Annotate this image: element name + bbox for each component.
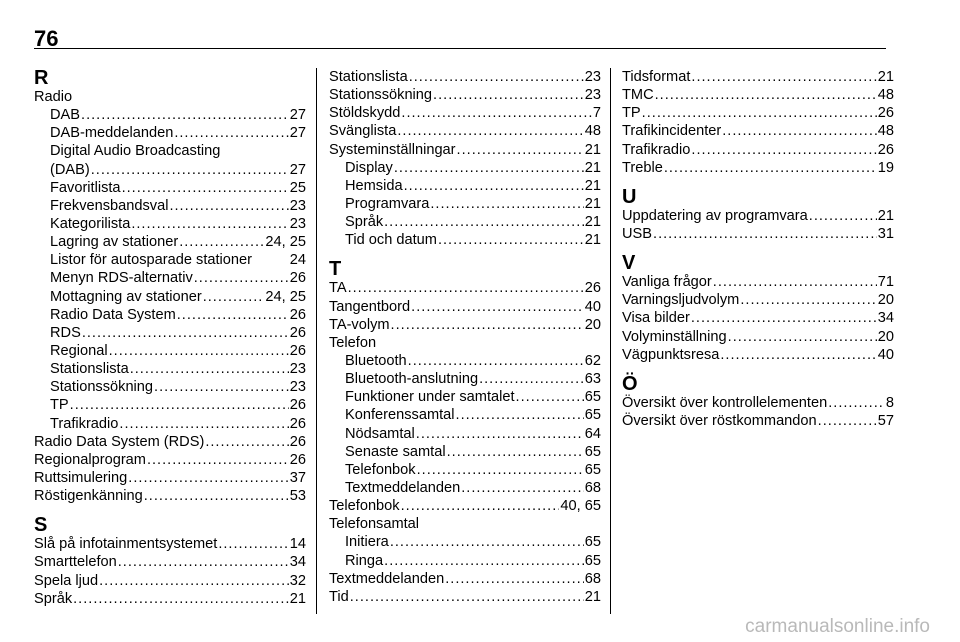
index-entry-leader (411, 298, 584, 316)
index-entry-text: Språk (34, 590, 73, 607)
index-entry (329, 231, 601, 249)
index-entry-page: 68 (584, 479, 601, 496)
index-entry-leader (177, 306, 289, 324)
index-entry (329, 122, 601, 140)
index-entry-leader (438, 231, 584, 249)
index-entry (34, 106, 306, 124)
index-entry-text: Textmeddelanden (345, 479, 461, 496)
index-entry-leader (147, 451, 289, 469)
index-entry (34, 179, 306, 197)
index-entry-page: 34 (877, 310, 894, 327)
index-entry (622, 309, 894, 327)
index-entry-page: 20 (877, 292, 894, 309)
index-entry-leader (130, 360, 289, 378)
index-entry-leader (430, 195, 583, 213)
index-entry-leader (144, 487, 289, 505)
index-entry-text: Regional (50, 342, 108, 359)
index-entry-leader (479, 370, 584, 388)
index-entry-text: Svänglista (329, 123, 397, 140)
index-entry-page: 14 (289, 536, 306, 553)
index-entry (622, 394, 894, 412)
index-entry-leader (348, 279, 584, 297)
index-entry-text: Initiera (345, 534, 389, 551)
index-entry-text: Radio Data System (50, 306, 176, 323)
index-entry-page: 20 (584, 316, 601, 333)
index-entry-page: 62 (584, 352, 601, 369)
index-entry-leader (169, 197, 288, 215)
index-entry-leader (713, 273, 877, 291)
index-entry-leader (417, 461, 584, 479)
index-entry-page: 40 (584, 298, 601, 315)
index-entry-text: Mottagning av stationer (50, 288, 202, 305)
index-entry-text: Kategorilista (50, 215, 131, 232)
index-entry-leader (154, 378, 289, 396)
index-entry-leader (445, 570, 584, 588)
index-entry-leader (447, 443, 584, 461)
index-entry-text: RDS (50, 324, 81, 341)
index-entry (329, 515, 601, 533)
index-entry-page: 24, 25 (265, 234, 306, 251)
index-entry-text: Översikt över röstkommandon (622, 412, 817, 429)
index-entry-page: 24, 25 (265, 288, 306, 305)
index-entry (329, 279, 601, 297)
index-entry-text: Menyn RDS-alternativ (50, 270, 193, 287)
index-entry (34, 433, 306, 451)
index-entry-text: TP (622, 105, 641, 122)
index-entry (329, 104, 601, 122)
index-entry-text: Telefonbok (329, 498, 400, 515)
index-entry-leader (70, 396, 289, 414)
index-entry-leader (131, 215, 288, 233)
index-entry-leader (384, 213, 584, 231)
index-entry-leader (118, 553, 289, 571)
index-entry-leader (653, 225, 877, 243)
index-entry (622, 346, 894, 364)
index-entry (329, 552, 601, 570)
index-entry-page: 65 (584, 552, 601, 569)
index-letter-heading: V (622, 252, 636, 275)
index-entry-text: Radio (34, 89, 73, 105)
index-entry (34, 306, 306, 324)
index-entry-text: Tid (329, 588, 349, 605)
index-entry-leader (82, 324, 289, 342)
index-entry-text: Telefon (329, 334, 377, 351)
index-entry-text: Telefonbok (345, 461, 416, 478)
index-column-3 (622, 68, 894, 430)
index-entry-page: 21 (877, 69, 894, 85)
index-entry-leader (691, 141, 876, 159)
index-entry-leader (691, 68, 876, 86)
index-entry-page: 26 (877, 141, 894, 158)
index-entry-text: DAB-meddelanden (50, 125, 174, 142)
index-entry-leader (655, 86, 877, 104)
index-entry-text: Volyminställning (622, 328, 727, 345)
index-entry-page: 26 (289, 451, 306, 468)
index-entry-page: 40, 65 (560, 498, 601, 515)
index-entry (622, 104, 894, 122)
index-entry-page: 27 (289, 161, 306, 178)
header-rule (34, 48, 886, 49)
index-column-1 (34, 68, 306, 608)
index-entry-leader (122, 179, 289, 197)
index-entry-page: 23 (289, 361, 306, 378)
index-entry-text: Digital Audio Broadcasting (50, 143, 221, 160)
index-entry-text: TA (329, 280, 347, 297)
index-entry-page: 26 (877, 105, 894, 122)
index-entry-leader (128, 469, 288, 487)
index-entry (329, 86, 601, 104)
index-entry-text: Spela ljud (34, 572, 99, 589)
index-entry-text: Stationssökning (329, 87, 433, 104)
index-entry-leader (218, 535, 288, 553)
index-entry-text: Vanliga frågor (622, 274, 712, 291)
index-entry-page: 31 (877, 225, 894, 242)
index-entry-page: 65 (584, 407, 601, 424)
index-entry (329, 141, 601, 159)
index-entry-leader (433, 86, 584, 104)
index-entry (34, 342, 306, 360)
index-entry (329, 159, 601, 177)
index-entry-page: 23 (584, 69, 601, 85)
index-entry-page: 8 (885, 394, 894, 411)
index-entry-text: Trafikincidenter (622, 123, 722, 140)
index-entry (329, 588, 601, 606)
index-entry (329, 461, 601, 479)
index-entry-text: Ruttsimulering (34, 469, 128, 486)
index-entry-page: 23 (289, 379, 306, 396)
index-entry (34, 288, 306, 306)
index-entry-leader (91, 161, 289, 179)
index-entry (329, 195, 601, 213)
index-entry-page: 64 (584, 425, 601, 442)
index-entry-page: 23 (289, 197, 306, 214)
index-entry-text: TA-volym (329, 316, 390, 333)
index-entry-text: Radio Data System (RDS) (34, 433, 205, 450)
index-entry-page: 27 (289, 107, 306, 124)
index-entry-text: Funktioner under samtalet (345, 389, 515, 406)
index-letter-heading: R (34, 67, 49, 89)
index-entry-text: Stationslista (50, 361, 129, 378)
index-entry (622, 291, 894, 309)
index-entry-text: Konferenssamtal (345, 407, 455, 424)
index-entry (34, 324, 306, 342)
index-entry-leader (456, 406, 584, 424)
index-entry (329, 443, 601, 461)
index-entry (622, 68, 894, 86)
index-entry (329, 213, 601, 231)
index-entry-leader (194, 269, 289, 287)
index-entry-text: Trafikradio (50, 415, 119, 432)
index-entry (622, 225, 894, 243)
index-entry-leader (720, 346, 876, 364)
index-entry-page: 48 (877, 87, 894, 104)
index-entry-page: 21 (584, 214, 601, 231)
index-entry-leader (642, 104, 877, 122)
index-entry-page: 27 (289, 125, 306, 142)
index-entry (329, 352, 601, 370)
index-entry-text: TP (50, 397, 69, 414)
index-entry-text: Stöldskydd (329, 105, 401, 122)
index-entry (34, 396, 306, 414)
index-entry-text: Favoritlista (50, 179, 121, 196)
index-entry-text: DAB (50, 107, 81, 124)
index-entry-text: (DAB) (50, 161, 90, 178)
index-entry (34, 469, 306, 487)
index-entry (329, 334, 601, 352)
index-entry-page: 34 (289, 554, 306, 571)
index-entry-leader (401, 104, 591, 122)
index-entry-text: Listor för autosparade stationer (50, 252, 252, 269)
index-entry (34, 215, 306, 233)
index-entry (622, 328, 894, 346)
index-entry-leader (809, 207, 877, 225)
index-entry-text: Bluetooth (345, 352, 407, 369)
index-entry-leader (397, 122, 583, 140)
index-entry-page: 40 (877, 346, 894, 363)
index-entry (622, 159, 894, 177)
index-entry-leader (81, 106, 289, 124)
index-entry (34, 451, 306, 469)
index-entry-page: 32 (289, 572, 306, 589)
index-entry-text: Slå på infotainmentsystemet (34, 536, 218, 553)
index-entry (329, 406, 601, 424)
index-entry-page: 21 (289, 590, 306, 607)
index-entry (34, 251, 306, 269)
index-entry-leader (384, 552, 584, 570)
index-entry-text: Tangentbord (329, 298, 411, 315)
index-entry (34, 124, 306, 142)
index-entry-text: Stationslista (329, 69, 408, 85)
index-entry-text: Ringa (345, 552, 384, 569)
index-entry-text: USB (622, 225, 653, 242)
index-entry-text: Varningsljudvolym (622, 292, 740, 309)
index-entry-page: 23 (289, 215, 306, 232)
index-entry (34, 233, 306, 251)
index-entry-page: 19 (877, 159, 894, 176)
index-entry (622, 207, 894, 225)
index-entry-leader (416, 425, 584, 443)
index-entry-text: Smarttelefon (34, 554, 117, 571)
index-entry-page: 26 (289, 433, 306, 450)
index-entry-page: 7 (592, 105, 601, 122)
index-entry-leader (390, 533, 584, 551)
index-entry-leader (73, 590, 289, 608)
index-entry-text: Textmeddelanden (329, 570, 445, 587)
index-entry-leader (457, 141, 584, 159)
index-entry-text: Stationssökning (50, 379, 154, 396)
index-entry-page: 65 (584, 389, 601, 406)
index-entry-page: 68 (584, 570, 601, 587)
index-entry-text: Senaste samtal (345, 443, 446, 460)
index-entry-page: 65 (584, 461, 601, 478)
index-entry-leader (179, 233, 264, 251)
index-entry-leader (109, 342, 289, 360)
index-entry (622, 412, 894, 430)
index-entry-page: 21 (584, 159, 601, 176)
index-entry-leader (394, 159, 584, 177)
index-entry-text: Systeminställningar (329, 141, 456, 158)
index-entry-page: 21 (584, 232, 601, 249)
index-entry-page: 57 (877, 412, 894, 429)
index-entry (34, 415, 306, 433)
index-entry (329, 370, 601, 388)
index-entry-leader (828, 394, 885, 412)
index-entry (329, 425, 601, 443)
index-entry-text: Uppdatering av programvara (622, 207, 808, 224)
index-entry-page: 65 (584, 534, 601, 551)
index-entry (329, 388, 601, 406)
index-entry-text: Programvara (345, 195, 430, 212)
index-entry-leader (391, 316, 584, 334)
index-entry (329, 497, 601, 515)
index-entry-page: 21 (584, 195, 601, 212)
index-entry (329, 316, 601, 334)
index-entry-leader (516, 388, 584, 406)
index-entry-page: 26 (289, 415, 306, 432)
index-column-2 (329, 68, 601, 606)
index-entry-leader (205, 433, 288, 451)
index-entry-leader (174, 124, 288, 142)
index-entry (34, 553, 306, 571)
index-entry-page: 26 (289, 342, 306, 359)
index-entry (34, 487, 306, 505)
column-divider (316, 68, 317, 614)
index-entry-page: 65 (584, 443, 601, 460)
index-entry-page: 20 (877, 328, 894, 345)
index-entry-page: 48 (877, 123, 894, 140)
index-entry-leader (664, 159, 877, 177)
index-entry-text: Treble (622, 159, 663, 176)
index-entry-leader (350, 588, 584, 606)
index-entry-page: 53 (289, 488, 306, 505)
page-number: 76 (34, 26, 59, 51)
index-entry (329, 533, 601, 551)
index-entry-leader (99, 572, 289, 590)
index-entry (34, 378, 306, 396)
index-entry (329, 570, 601, 588)
index-entry-page: 63 (584, 371, 601, 388)
index-entry-page: 26 (289, 270, 306, 287)
index-entry-leader (722, 122, 877, 140)
index-entry-text: Röstigenkänning (34, 488, 143, 505)
index-entry-leader (404, 177, 584, 195)
index-entry-text: Tidsformat (622, 69, 691, 85)
index-entry-text: Vägpunktsresa (622, 346, 720, 363)
index-entry (622, 273, 894, 291)
index-entry (34, 535, 306, 553)
index-entry-page: 26 (584, 280, 601, 297)
index-entry-leader (119, 415, 288, 433)
index-entry-text: Telefonsamtal (329, 516, 420, 533)
index-entry (34, 197, 306, 215)
index-entry-text: Tid och datum (345, 232, 437, 249)
index-entry-text: Regionalprogram (34, 451, 146, 468)
index-entry-leader (818, 412, 877, 430)
index-entry-leader (461, 479, 584, 497)
index-entry (329, 298, 601, 316)
index-entry (622, 86, 894, 104)
index-entry-text: Display (345, 159, 393, 176)
index-entry-leader (691, 309, 877, 327)
index-entry (622, 141, 894, 159)
index-entry-leader (740, 291, 876, 309)
index-entry-leader (409, 68, 584, 86)
watermark: carmanualsonline.info (745, 616, 930, 637)
index-entry-leader (408, 352, 584, 370)
index-entry (34, 142, 306, 160)
index-letter-heading: Ö (622, 372, 638, 395)
index-entry-leader (728, 328, 877, 346)
index-entry-page: 21 (877, 207, 894, 224)
index-entry-text: Bluetooth-anslutning (345, 371, 479, 388)
index-entry-leader (203, 288, 265, 306)
index-entry (34, 161, 306, 179)
index-entry (329, 479, 601, 497)
index-entry-page: 21 (584, 141, 601, 158)
index-letter-heading: S (34, 514, 48, 537)
index-letter-heading: U (622, 185, 637, 208)
index-entry-page: 26 (289, 324, 306, 341)
index-entry-text: TMC (622, 87, 654, 104)
index-entry-page: 21 (584, 588, 601, 605)
index-entry-page: 24 (289, 252, 306, 269)
index-entry-page: 26 (289, 397, 306, 414)
index-entry-page: 48 (584, 123, 601, 140)
index-entry (34, 572, 306, 590)
index-entry-page: 21 (584, 177, 601, 194)
index-entry (34, 590, 306, 608)
index-entry (34, 88, 306, 106)
index-entry-page: 23 (584, 87, 601, 104)
index-entry-text: Hemsida (345, 177, 403, 194)
index-entry-page: 37 (289, 469, 306, 486)
index-entry-text: Visa bilder (622, 310, 690, 327)
index-entry-text: Språk (345, 214, 384, 231)
index-entry (34, 360, 306, 378)
index-letter-heading: T (329, 258, 342, 281)
index-entry-text: Trafikradio (622, 141, 691, 158)
index-entry (329, 177, 601, 195)
column-divider (610, 68, 611, 614)
index-entry-text: Frekvensbandsval (50, 197, 169, 214)
index-entry (34, 269, 306, 287)
index-entry (329, 68, 601, 86)
index-entry-page: 25 (289, 179, 306, 196)
index-entry-leader (401, 497, 560, 515)
index-entry-text: Översikt över kontrollelementen (622, 394, 828, 411)
index-entry-text: Lagring av stationer (50, 234, 179, 251)
index-entry-page: 71 (877, 274, 894, 291)
index-entry (622, 122, 894, 140)
index-entry-text: Nödsamtal (345, 425, 415, 442)
index-entry-page: 26 (289, 306, 306, 323)
